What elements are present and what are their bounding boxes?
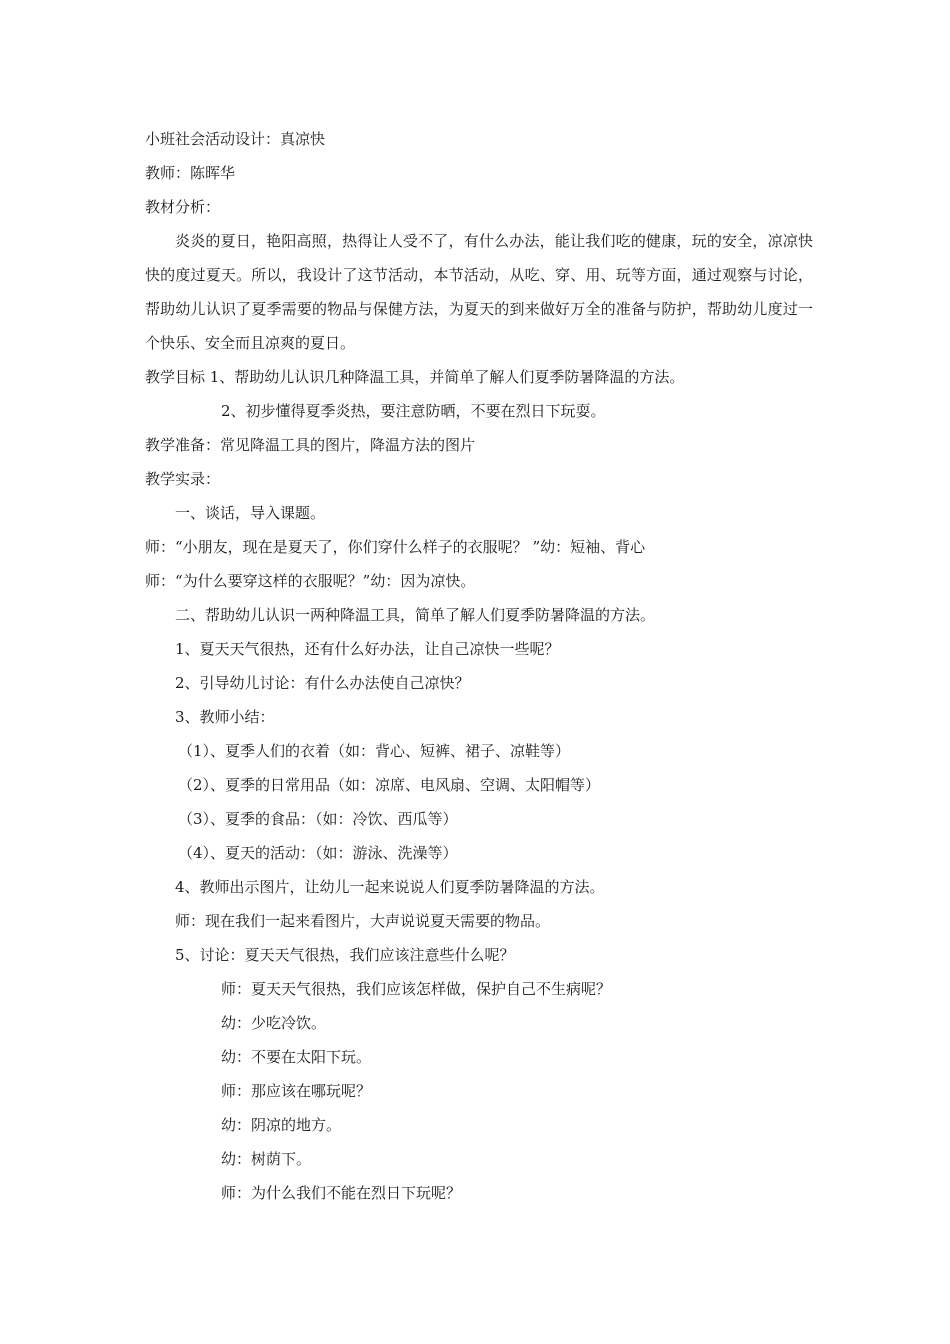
analysis-heading: 教材分析： [145,198,221,216]
record-line: 幼：阴凉的地方。 [221,1116,342,1134]
record-line: 4、教师出示图片，让幼儿一起来说说人们夏季防暑降温的方法。 [175,878,605,896]
record-line: 师：那应该在哪玩呢？ [221,1082,372,1100]
teacher-name: 教师：陈晖华 [145,164,236,182]
record-line: 幼：不要在太阳下玩。 [221,1048,372,1066]
record-line: 师：夏天天气很热，我们应该怎样做，保护自己不生病呢？ [221,980,612,998]
record-line: 师：“为什么要穿这样的衣服呢？”幼：因为凉快。 [145,572,476,590]
record-line: 一、谈话，导入课题。 [175,504,326,522]
teaching-preparation: 教学准备：常见降温工具的图片，降温方法的图片 [145,436,476,454]
teaching-goal-2: 2、初步懂得夏季炎热，要注意防晒，不要在烈日下玩耍。 [221,402,606,420]
document-title: 小班社会活动设计：真凉快 [145,130,326,148]
record-line: （3）、夏季的食品：（如：冷饮、西瓜等） [178,810,458,828]
record-line: 3、教师小结： [175,708,275,726]
record-line: 1、夏天天气很热，还有什么好办法，让自己凉快一些呢？ [175,640,560,658]
teaching-record-heading: 教学实录： [145,470,221,488]
record-line: 2、引导幼儿讨论：有什么办法使自己凉快？ [175,674,470,692]
record-line: （4）、夏天的活动：（如：游泳、洗澡等） [178,844,458,862]
record-line: （2）、夏季的日常用品（如：凉席、电风扇、空调、太阳帽等） [178,776,601,794]
record-line: 幼：树荫下。 [221,1150,312,1168]
teaching-goal-1: 教学目标 1、帮助幼儿认识几种降温工具，并简单了解人们夏季防暑降温的方法。 [145,368,685,386]
record-line: 幼：少吃冷饮。 [221,1014,327,1032]
record-line: 师：现在我们一起来看图片，大声说说夏天需要的物品。 [175,912,551,930]
record-line: 5、讨论：夏天天气很热，我们应该注意些什么呢？ [175,946,515,964]
record-line: 师：为什么我们不能在烈日下玩呢？ [221,1184,462,1202]
record-line: 师：“小朋友，现在是夏天了，你们穿什么样子的衣服呢？ ”幼：短袖、背心 [145,538,646,556]
record-line: （1）、夏季人们的衣着（如：背心、短裤、裙子、凉鞋等） [178,742,571,760]
document-body [145,122,815,1210]
analysis-paragraph: 炎炎的夏日，艳阳高照，热得让人受不了，有什么办法，能让我们吃的健康，玩的安全，凉凉快快的度过夏天。所以，我设计了这节活动，本节活动，从吃、穿、用、玩等方面，通过观察与讨论，帮助幼儿认识了夏季需要的物品与保健方法，为夏天的到来做好万全的准备与防护，帮助幼儿度过一个快乐、安全而且凉爽的夏日。 [145,232,813,352]
record-line: 二、帮助幼儿认识一两种降温工具，简单了解人们夏季防暑降温的方法。 [175,606,656,624]
